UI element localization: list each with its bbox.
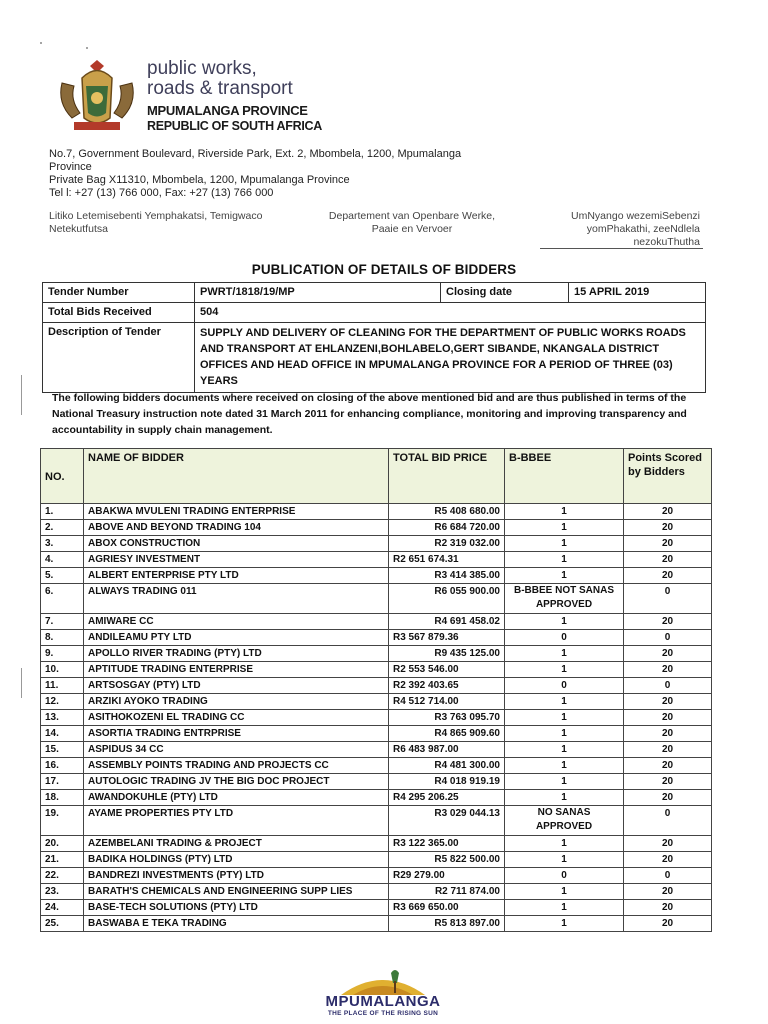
bidder-price: R6 055 900.00: [389, 584, 505, 614]
bidder-points: 20: [624, 758, 712, 774]
bidder-number: 22.: [41, 868, 84, 884]
bidder-number: 12.: [41, 694, 84, 710]
afrikaans-department-name: [312, 210, 512, 236]
bidder-number: 10.: [41, 662, 84, 678]
bidder-points: 20: [624, 568, 712, 584]
bidder-bbbee: NO SANAS APPROVED: [505, 806, 624, 836]
bidder-bbbee: 0: [505, 630, 624, 646]
table-row: [41, 630, 712, 646]
bidder-number: 21.: [41, 852, 84, 868]
table-row: [41, 726, 712, 742]
intro-paragraph: The following bidders documents where received on closing of the above mentioned bid and are thus published in terms of the National Treasury instruction note dated 31 March 2011 for enhancing compliance, monitoring and improving transparency and accountability in supply chain management.: [52, 392, 687, 436]
province-name: MPUMALANGA PROVINCE: [147, 103, 308, 118]
address-line: Private Bag X11310, Mbombela, 1200, Mpumalanga Province: [49, 174, 350, 186]
total-bids-label: Total Bids Received: [43, 303, 195, 323]
bidder-points: 20: [624, 742, 712, 758]
bidder-name: ASPIDUS 34 CC: [84, 742, 389, 758]
scan-speck: [86, 47, 88, 49]
bidder-bbbee: 1: [505, 568, 624, 584]
bidder-points: 20: [624, 614, 712, 630]
bidder-number: 3.: [41, 536, 84, 552]
bidder-number: 6.: [41, 584, 84, 614]
tender-details-table: [42, 282, 706, 393]
bidder-points: 0: [624, 806, 712, 836]
bidder-number: 15.: [41, 742, 84, 758]
bidder-bbbee: 1: [505, 662, 624, 678]
bidder-bbbee: 1: [505, 646, 624, 662]
bidder-number: 20.: [41, 836, 84, 852]
bidder-points: 20: [624, 552, 712, 568]
footer-subtitle: THE PLACE OF THE RISING SUN: [327, 1010, 439, 1017]
bidder-points: 20: [624, 790, 712, 806]
bidder-points: 20: [624, 774, 712, 790]
bidder-bbbee: 1: [505, 758, 624, 774]
table-row: [41, 758, 712, 774]
bidder-name: ARTSOSGAY (PTY) LTD: [84, 678, 389, 694]
bidder-bbbee: 1: [505, 504, 624, 520]
address-line: Province: [49, 161, 92, 173]
bidder-points: 20: [624, 710, 712, 726]
total-bids-value: 504: [195, 303, 706, 323]
address-line: Tel l: +27 (13) 766 000, Fax: +27 (13) 766 000: [49, 187, 274, 199]
bidder-bbbee: 1: [505, 614, 624, 630]
bidder-price: R4 691 458.02: [389, 614, 505, 630]
bidder-name: ASORTIA TRADING ENTRPRISE: [84, 726, 389, 742]
bidder-number: 7.: [41, 614, 84, 630]
bidder-price: R5 822 500.00: [389, 852, 505, 868]
bidder-points: 20: [624, 662, 712, 678]
table-row: [43, 283, 706, 303]
bidder-name: AZEMBELANI TRADING & PROJECT: [84, 836, 389, 852]
bidder-number: 16.: [41, 758, 84, 774]
bidder-points: 20: [624, 520, 712, 536]
tender-number-value: PWRT/1818/19/MP: [195, 283, 441, 303]
address-line: No.7, Government Boulevard, Riverside Park, Ext. 2, Mbombela, 1200, Mpumalanga: [49, 148, 462, 160]
bidder-number: 25.: [41, 916, 84, 932]
col-header-bbbee: B-BBEE: [505, 449, 624, 504]
bidder-price: R9 435 125.00: [389, 646, 505, 662]
col-header-price: TOTAL BID PRICE: [389, 449, 505, 504]
bidder-bbbee: 1: [505, 742, 624, 758]
table-row: [41, 678, 712, 694]
bidder-name: ABAKWA MVULENI TRADING ENTERPRISE: [84, 504, 389, 520]
bidder-number: 4.: [41, 552, 84, 568]
bidder-price: R6 684 720.00: [389, 520, 505, 536]
bidder-points: 20: [624, 916, 712, 932]
bidder-name: ABOVE AND BEYOND TRADING 104: [84, 520, 389, 536]
brand-line-1: public works,: [147, 58, 257, 79]
table-row: [41, 614, 712, 630]
col-header-points: Points Scored by Bidders: [624, 449, 712, 504]
bidder-points: 20: [624, 726, 712, 742]
bidder-name: AYAME PROPERTIES PTY LTD: [84, 806, 389, 836]
table-row: [41, 568, 712, 584]
bidder-number: 2.: [41, 520, 84, 536]
bidder-number: 18.: [41, 790, 84, 806]
bidder-points: 20: [624, 646, 712, 662]
table-row: [41, 520, 712, 536]
bidder-name: APTITUDE TRADING ENTERPRISE: [84, 662, 389, 678]
bidder-number: 17.: [41, 774, 84, 790]
bidder-number: 14.: [41, 726, 84, 742]
bidder-price: R2 651 674.31: [389, 552, 505, 568]
table-row: [41, 916, 712, 932]
bidder-price: R3 122 365.00: [389, 836, 505, 852]
bidder-points: 20: [624, 852, 712, 868]
bidder-name: AWANDOKUHLE (PTY) LTD: [84, 790, 389, 806]
bidder-name: ASITHOKOZENI EL TRADING CC: [84, 710, 389, 726]
bidder-name: ANDILEAMU PTY LTD: [84, 630, 389, 646]
bidder-name: BASWABA E TEKA TRADING: [84, 916, 389, 932]
bidder-price: R5 408 680.00: [389, 504, 505, 520]
bidder-price: R5 813 897.00: [389, 916, 505, 932]
bidder-points: 20: [624, 900, 712, 916]
bidder-name: ALWAYS TRADING 011: [84, 584, 389, 614]
bidder-points: 20: [624, 504, 712, 520]
lang-line: Paaie en Vervoer: [371, 223, 453, 235]
bidder-bbbee: 1: [505, 900, 624, 916]
bidder-points: 20: [624, 694, 712, 710]
table-row: [41, 868, 712, 884]
bidder-points: 0: [624, 868, 712, 884]
bidder-price: R2 319 032.00: [389, 536, 505, 552]
table-row: [43, 303, 706, 323]
table-row: [41, 504, 712, 520]
ndebele-department-name: [520, 210, 700, 249]
lang-line: Netekutfutsa: [49, 223, 108, 235]
bidder-name: BANDREZI INVESTMENTS (PTY) LTD: [84, 868, 389, 884]
lang-line: Departement van Openbare Werke,: [328, 210, 496, 222]
bidder-price: R4 481 300.00: [389, 758, 505, 774]
table-row: [41, 552, 712, 568]
bidder-points: 0: [624, 584, 712, 614]
table-row: [41, 806, 712, 836]
table-row: [41, 662, 712, 678]
lang-line: yomPhakathi, zeeNdlela: [586, 223, 700, 235]
table-row: [41, 790, 712, 806]
closing-date-value: 15 APRIL 2019: [569, 283, 706, 303]
tender-number-label: Tender Number: [43, 283, 195, 303]
bidder-price: R4 018 919.19: [389, 774, 505, 790]
bidder-price: R3 763 095.70: [389, 710, 505, 726]
description-label: Description of Tender: [43, 323, 195, 393]
bidder-number: 1.: [41, 504, 84, 520]
footer-title: MPUMALANGA: [325, 993, 441, 1010]
lang-line: nezokuThutha: [633, 236, 700, 248]
bidder-price: R4 512 714.00: [389, 694, 505, 710]
bidder-price: R3 414 385.00: [389, 568, 505, 584]
table-row: [43, 323, 706, 393]
bidder-bbbee: 1: [505, 774, 624, 790]
table-row: [41, 774, 712, 790]
bidder-name: AUTOLOGIC TRADING JV THE BIG DOC PROJECT: [84, 774, 389, 790]
margin-mark: [21, 375, 22, 415]
bidder-price: R3 669 650.00: [389, 900, 505, 916]
bidder-bbbee: 0: [505, 678, 624, 694]
table-row: [41, 646, 712, 662]
bidder-name: BADIKA HOLDINGS (PTY) LTD: [84, 852, 389, 868]
coat-of-arms-icon: [52, 58, 142, 136]
bidder-number: 11.: [41, 678, 84, 694]
bidder-name: APOLLO RIVER TRADING (PTY) LTD: [84, 646, 389, 662]
scan-speck: [40, 42, 42, 44]
table-row: [41, 536, 712, 552]
bidder-points: 20: [624, 884, 712, 900]
table-row: [41, 900, 712, 916]
table-row: [41, 742, 712, 758]
table-row: [41, 694, 712, 710]
bidders-table-body: [41, 504, 712, 932]
bidder-number: 5.: [41, 568, 84, 584]
address-block: [49, 148, 499, 200]
col-header-name: NAME OF BIDDER: [84, 449, 389, 504]
table-row: [41, 836, 712, 852]
table-header-row: [41, 449, 712, 504]
bidder-number: 19.: [41, 806, 84, 836]
bidder-bbbee: 1: [505, 790, 624, 806]
republic-name: REPUBLIC OF SOUTH AFRICA: [147, 119, 322, 133]
bidder-bbbee: 1: [505, 884, 624, 900]
bidder-number: 24.: [41, 900, 84, 916]
bidder-bbbee: 1: [505, 852, 624, 868]
bidder-points: 0: [624, 630, 712, 646]
bidder-points: 0: [624, 678, 712, 694]
margin-mark: [21, 668, 22, 698]
bidder-points: 20: [624, 536, 712, 552]
bidder-bbbee: 1: [505, 726, 624, 742]
bidder-price: R2 392 403.65: [389, 678, 505, 694]
page-title: PUBLICATION OF DETAILS OF BIDDERS: [251, 262, 517, 277]
bidder-name: BASE-TECH SOLUTIONS (PTY) LTD: [84, 900, 389, 916]
bidder-name: AMIWARE CC: [84, 614, 389, 630]
description-value: SUPPLY AND DELIVERY OF CLEANING FOR THE DEPARTMENT OF PUBLIC WORKS ROADS AND TRANSPORT AT EHLANZENI,BOHLABELO,GERT SIBANDE, NKANGALA DISTRICT OFFICES AND HEAD OFFICE IN MPUMALANGA PROVINCE FOR A PERIOD OF THREE (03) YEARS: [195, 323, 706, 393]
table-row: [41, 584, 712, 614]
brand-line-2: roads & transport: [147, 78, 293, 99]
bidder-number: 8.: [41, 630, 84, 646]
bidder-bbbee: 1: [505, 520, 624, 536]
bidder-price: R3 567 879.36: [389, 630, 505, 646]
bidder-number: 23.: [41, 884, 84, 900]
bidder-bbbee: 1: [505, 694, 624, 710]
siswati-department-name: [49, 210, 299, 236]
table-row: [41, 710, 712, 726]
bidder-price: R3 029 044.13: [389, 806, 505, 836]
bidder-bbbee: 1: [505, 836, 624, 852]
bidder-price: R6 483 987.00: [389, 742, 505, 758]
bidder-bbbee: 1: [505, 916, 624, 932]
bidder-bbbee: B-BBEE NOT SANAS APPROVED: [505, 584, 624, 614]
col-header-no: NO.: [41, 449, 84, 504]
bidder-name: BARATH'S CHEMICALS AND ENGINEERING SUPP LIES: [84, 884, 389, 900]
bidder-bbbee: 1: [505, 536, 624, 552]
bidder-name: AGRIESY INVESTMENT: [84, 552, 389, 568]
bidder-bbbee: 0: [505, 868, 624, 884]
bidder-price: R4 865 909.60: [389, 726, 505, 742]
bidder-number: 13.: [41, 710, 84, 726]
table-row: [41, 884, 712, 900]
bidder-name: ARZIKI AYOKO TRADING: [84, 694, 389, 710]
bidder-name: ABOX CONSTRUCTION: [84, 536, 389, 552]
lang-line: UmNyango wezemiSebenzi: [571, 210, 700, 222]
bidder-price: R2 711 874.00: [389, 884, 505, 900]
bidder-name: ASSEMBLY POINTS TRADING AND PROJECTS CC: [84, 758, 389, 774]
bidder-bbbee: 1: [505, 710, 624, 726]
closing-date-label: Closing date: [441, 283, 569, 303]
bidder-price: R4 295 206.25: [389, 790, 505, 806]
header-divider: [540, 248, 703, 249]
table-row: [41, 852, 712, 868]
bidders-table: [40, 448, 712, 932]
bidder-points: 20: [624, 836, 712, 852]
lang-line: Litiko Letemisebenti Yemphakatsi, Temigwaco: [49, 210, 263, 222]
bidder-number: 9.: [41, 646, 84, 662]
bidder-price: R2 553 546.00: [389, 662, 505, 678]
bidder-bbbee: 1: [505, 552, 624, 568]
bidder-price: R29 279.00: [389, 868, 505, 884]
bidder-name: ALBERT ENTERPRISE PTY LTD: [84, 568, 389, 584]
